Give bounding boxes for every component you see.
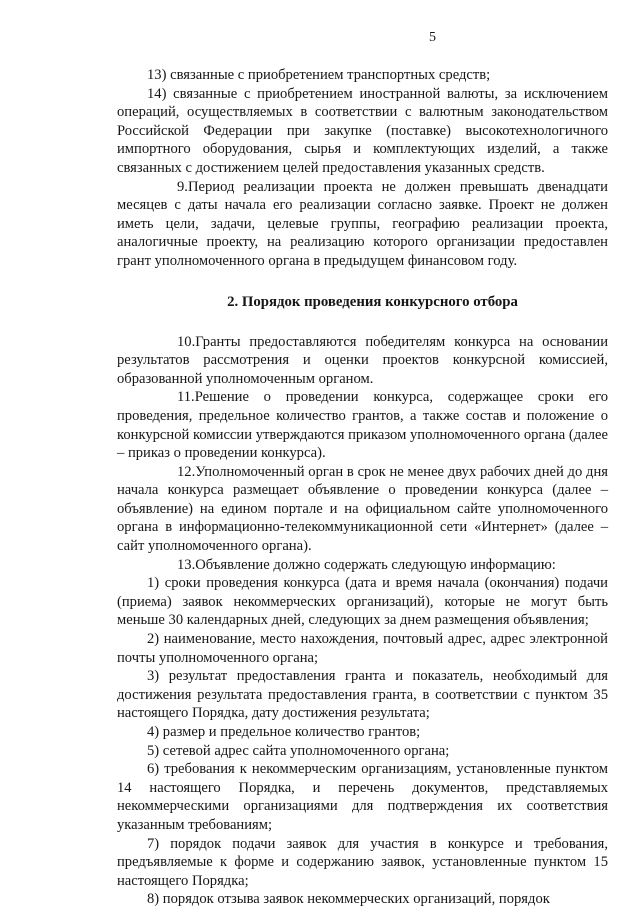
sub-item-8: 8) порядок отзыва заявок некоммерческих организаций, порядок <box>147 891 550 908</box>
clause-10 <box>117 333 608 389</box>
text-block-after <box>117 333 608 909</box>
clause-text: Гранты предоставляются победителям конкурса на основании результатов рассмотрения и оценки проектов конкурсной комиссией, образованной уполномоченным органом. <box>117 333 608 387</box>
text-block-before <box>117 66 608 271</box>
sub-item-7: 7) порядок подачи заявок для участия в конкурсе и требования, предъявляемые к форме и содержанию заявок, установленные пунктом 15 настоящего Порядка; <box>117 835 608 889</box>
clause-number: 10. <box>177 333 196 350</box>
section-heading: 2. Порядок проведения конкурсного отбора <box>227 293 518 310</box>
clause-13 <box>117 556 608 575</box>
clause-9 <box>117 178 608 271</box>
clause-number: 9. <box>177 178 188 195</box>
sub-item-5: 5) сетевой адрес сайта уполномоченного органа; <box>147 742 450 759</box>
sub-item-4: 4) размер и предельное количество грантов; <box>147 724 421 740</box>
clause-number: 11. <box>177 389 195 406</box>
clause-text: Объявление должно содержать следующую информацию: <box>195 556 556 573</box>
list-item-13: 13) связанные с приобретением транспортных средств; <box>147 67 491 83</box>
clause-number: 12. <box>177 463 196 480</box>
list-item-14: 14) связанные с приобретением иностранной валюты, за исключением операций, осуществляемых в соответствии с валютным законодательством Российской Федерации при закупке (поставке) высокотехнологичного импортного оборудования, сырья и комплектующих изделий, а также связанных с достижением целей предоставления указанных средств. <box>117 85 608 176</box>
clause-text: Решение о проведении конкурса, содержащее сроки его проведения, предельное количество грантов, а также состав и положение о конкурсной комиссии утверждаются приказом уполномоченного органа (далее – приказ о проведении конкурса). <box>117 389 608 462</box>
page-number: 5 <box>429 30 436 45</box>
clause-12 <box>117 463 608 556</box>
sub-item-1: 1) сроки проведения конкурса (дата и время начала (окончания) подачи (приема) заявок некоммерческих организаций), которые не могут быть меньше 30 календарных дней, следующих за днем размещения объявления; <box>117 575 608 629</box>
clause-number: 13. <box>177 556 196 573</box>
clause-text: Уполномоченный орган в срок не менее двух рабочих дней до дня начала конкурса размещает объявление о проведении конкурса (далее – объявление) на едином портале и на официальном сайте уполномоченного органа в информационно-телекоммуникационной сети «Интернет» (далее – сайт уполномоченного органа). <box>117 463 608 555</box>
sub-item-6: 6) требования к некоммерческим организациям, установленные пунктом 14 настоящего Порядка, и перечень документов, представляемых некоммерческими организациями для подтверждения их соответствия указанным требованиям; <box>117 761 608 833</box>
clause-11 <box>117 388 608 462</box>
sub-item-3: 3) результат предоставления гранта и показатель, необходимый для достижения результата предоставления гранта, в соответствии с пунктом 35 настоящего Порядка, дату достижения результата; <box>117 668 608 722</box>
clause-text: Период реализации проекта не должен превышать двенадцати месяцев с даты начала его реализации согласно заявке. Проект не должен иметь цели, задачи, целевые группы, географию реализации проекта, аналогичные проекту, на реализацию которого организации предоставлен грант уполномоченного органа в предыдущем финансовом году. <box>117 178 608 269</box>
sub-item-2: 2) наименование, место нахождения, почтовый адрес, адрес электронной почты уполномоченного органа; <box>117 631 608 666</box>
